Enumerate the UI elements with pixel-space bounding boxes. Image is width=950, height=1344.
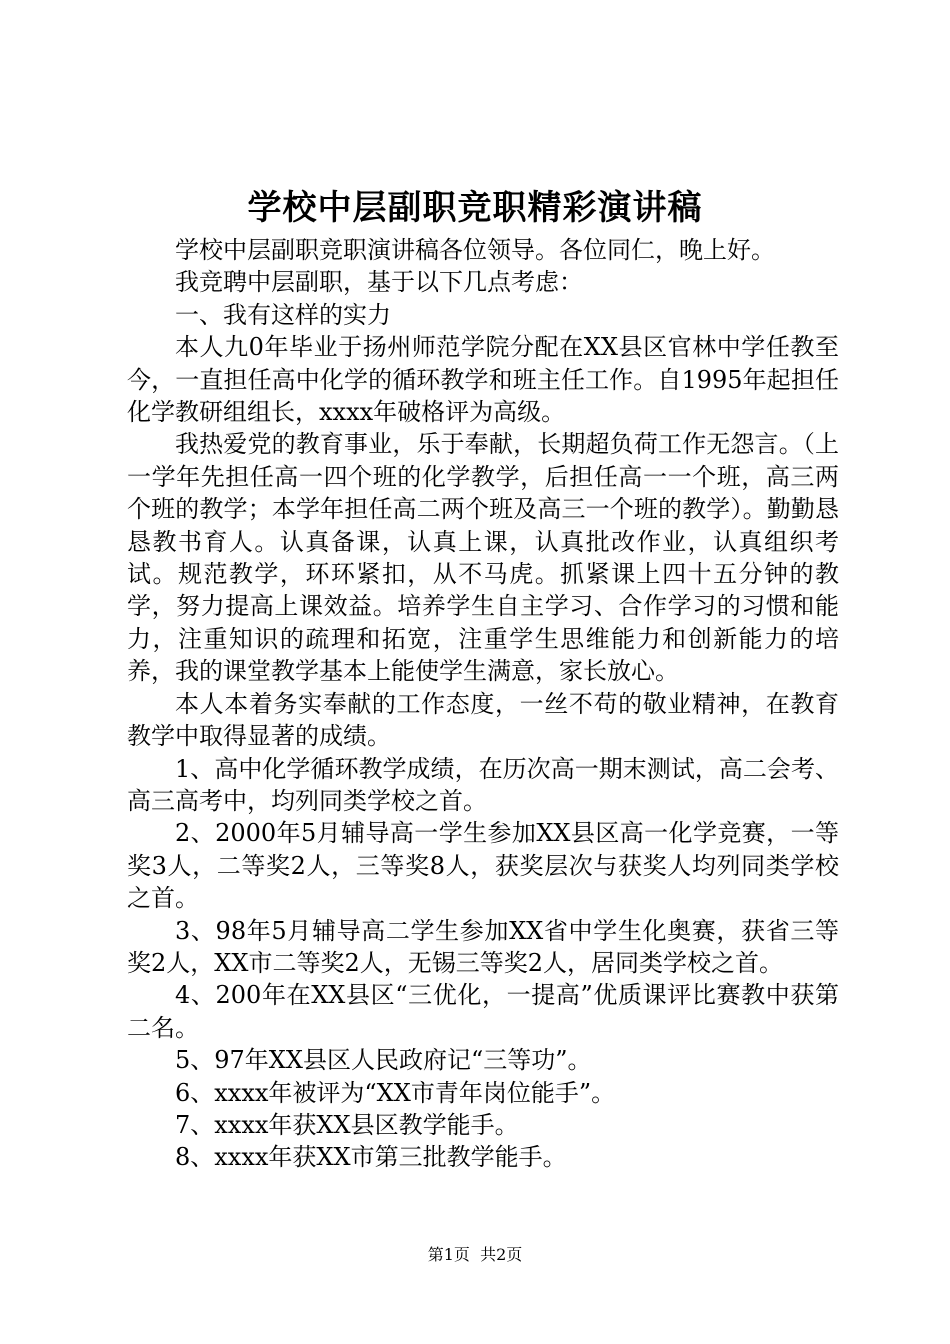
- achievement-item-6: 6、xxxx年被评为“XX市青年岗位能手”。: [175, 1078, 616, 1107]
- achievement-item-2: 2、2000年5月辅导高一学生参加XX县区高一化学竞赛，一等奖3人，二等奖2人，三等奖8人，获奖层次与获奖人均列同类学校之首。: [127, 819, 839, 913]
- achievement-item-4: 4、200年在XX县区“三优化，一提高”优质课评比赛教中获第二名。: [127, 981, 839, 1042]
- achievement-item-7: 7、xxxx年获XX县区教学能手。: [175, 1110, 519, 1139]
- achievement-item-5: 5、97年XX县区人民政府记“三等功”。: [175, 1046, 592, 1075]
- paragraph-achievements-intro: 本人本着务实奉献的工作态度，一丝不苟的敬业精神，在教育教学中取得显著的成绩。: [127, 689, 839, 751]
- document-body: [127, 234, 839, 1174]
- document-title: 学校中层副职竞职精彩演讲稿: [247, 188, 703, 228]
- achievement-item-8: 8、xxxx年获XX市第三批教学能手。: [175, 1143, 567, 1172]
- paragraph-background: 本人九0年毕业于扬州师范学院分配在XX县区官林中学任教至今，一直担任高中化学的循环教学和班主任工作。自1995年起担任化学教研组组长，xxxx年破格评为高级。: [127, 333, 839, 427]
- paragraph-intent: 我竞聘中层副职，基于以下几点考虑：: [175, 268, 583, 297]
- achievement-item-3: 3、98年5月辅导高二学生参加XX省中学生化奥赛，获省三等奖2人，XX市二等奖2人，无锡三等奖2人，居同类学校之首。: [127, 916, 839, 977]
- page-number-footer: 第1页 共2页: [427, 1245, 523, 1264]
- section-heading-strength: 一、我有这样的实力: [175, 300, 391, 329]
- paragraph-greeting: 学校中层副职竞职演讲稿各位领导。各位同仁，晚上好。: [175, 236, 775, 264]
- paragraph-dedication: 我热爱党的教育事业，乐于奉献，长期超负荷工作无怨言。（上一学年先担任高一四个班的化学教学，后担任高一一个班，高三两个班的教学；本学年担任高二两个班及高三一个班的教学）。勤勤恳恳教书育人。认真备课，认真上课，认真批改作业，认真组织考试。规范教学，环环紧扣，从不马虎。抓紧课上四十五分钟的教学，努力提高上课效益。培养学生自主学习、合作学习的习惯和能力，注重知识的疏理和拓宽，注重学生思维能力和创新能力的培养，我的课堂教学基本上能使学生满意，家长放心。: [127, 430, 839, 686]
- achievement-item-1: 1、高中化学循环教学成绩，在历次高一期末测试，高二会考、高三高考中，均列同类学校之首。: [127, 754, 839, 815]
